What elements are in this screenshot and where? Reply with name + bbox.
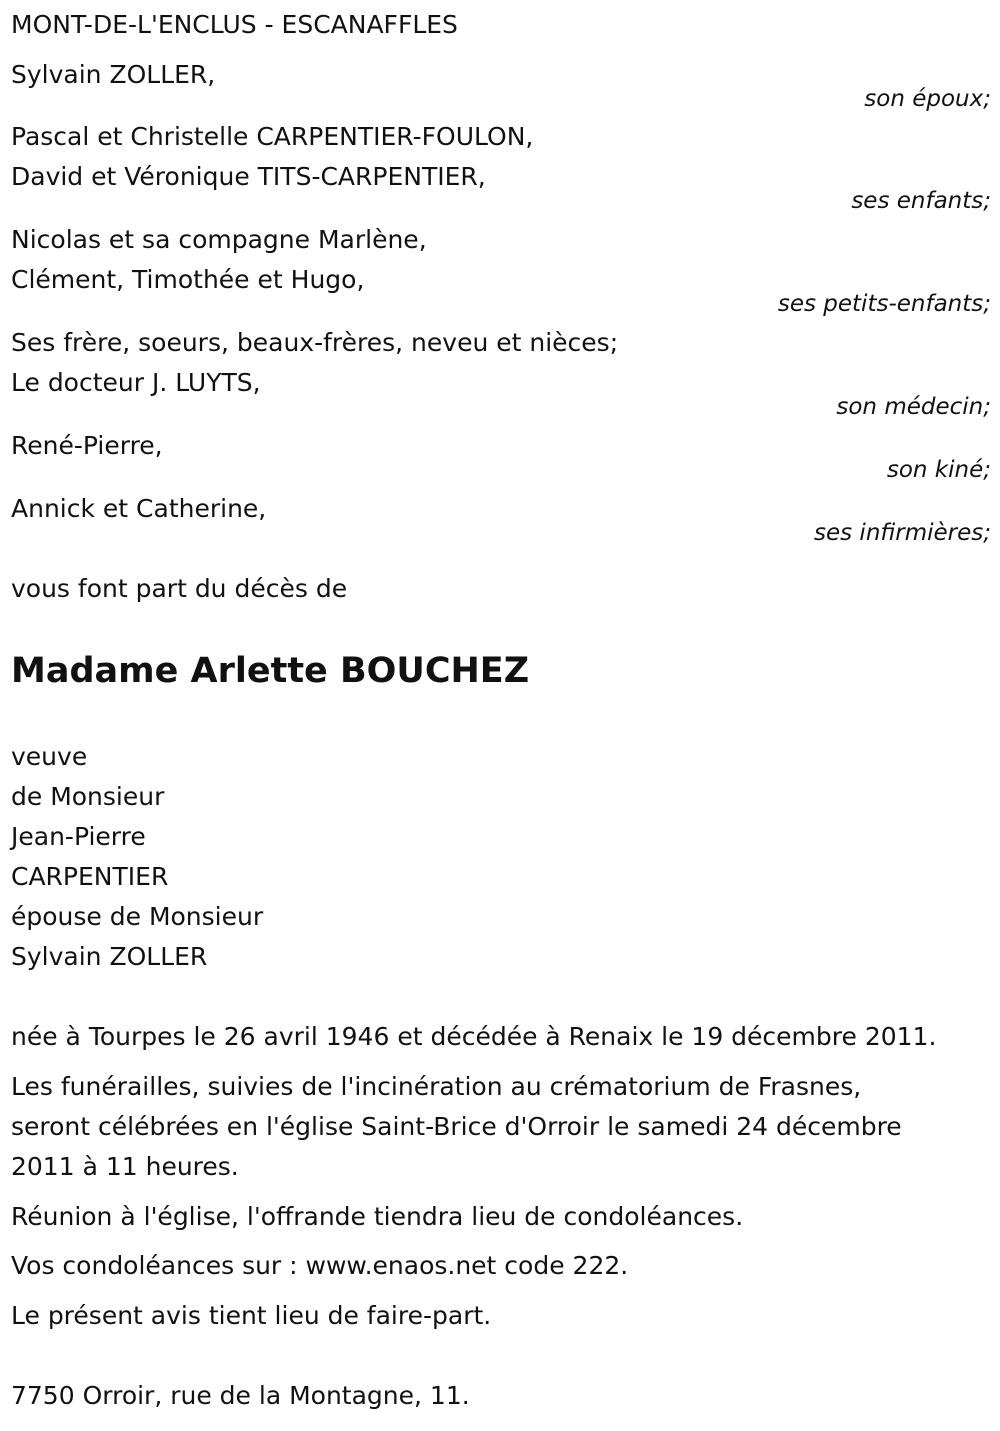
family-nurses-role: ses infirmières; — [814, 520, 991, 546]
family-physio-role: son kiné; — [886, 457, 991, 483]
notice-text: Le présent avis tient lieu de faire-part. — [11, 1301, 492, 1330]
obituary-notice — [11, 0, 991, 1431]
deceased-name: Madame Arlette BOUCHEZ — [11, 651, 530, 691]
family-child-2: David et Véronique TITS-CARPENTIER, — [11, 162, 486, 191]
family-grandchild-2: Clément, Timothée et Hugo, — [11, 265, 365, 294]
deceased-detail: CARPENTIER — [11, 862, 169, 891]
deceased-detail: Sylvain ZOLLER — [11, 942, 208, 971]
funeral-line: 2011 à 11 heures. — [11, 1152, 239, 1181]
condolences-text: Vos condoléances sur : www.enaos.net code 222. — [11, 1251, 629, 1280]
family-doctor-role: son médecin; — [836, 394, 991, 420]
family-spouse-name: Sylvain ZOLLER, — [11, 60, 216, 89]
funeral-line: seront célébrées en l'église Saint-Brice d'Orroir le samedi 24 décembre — [11, 1112, 902, 1141]
deceased-detail: épouse de Monsieur — [11, 902, 264, 931]
family-doctor-name: Le docteur J. LUYTS, — [11, 368, 261, 397]
family-physio-name: René-Pierre, — [11, 431, 163, 460]
address-text: 7750 Orroir, rue de la Montagne, 11. — [11, 1381, 470, 1410]
family-grandchild-1: Nicolas et sa compagne Marlène, — [11, 225, 427, 254]
location-header: MONT-DE-L'ENCLUS - ESCANAFFLES — [11, 10, 458, 39]
deceased-detail: de Monsieur — [11, 782, 165, 811]
family-grandchildren-role: ses petits-enfants; — [777, 291, 991, 317]
family-spouse-role: son époux; — [864, 86, 991, 112]
funeral-line: Les funérailles, suivies de l'incinération au crématorium de Frasnes, — [11, 1072, 862, 1101]
family-nurses-name: Annick et Catherine, — [11, 494, 267, 523]
family-children-role: ses enfants; — [851, 188, 991, 214]
deceased-detail: veuve — [11, 742, 88, 771]
birth-death-dates: née à Tourpes le 26 avril 1946 et décédée à Renaix le 19 décembre 2011. — [11, 1022, 937, 1051]
announcement-text: vous font part du décès de — [11, 574, 348, 603]
gathering-text: Réunion à l'église, l'offrande tiendra lieu de condoléances. — [11, 1202, 744, 1231]
deceased-detail: Jean-Pierre — [11, 822, 146, 851]
family-siblings: Ses frère, soeurs, beaux-frères, neveu et nièces; — [11, 328, 619, 357]
family-child-1: Pascal et Christelle CARPENTIER-FOULON, — [11, 122, 534, 151]
